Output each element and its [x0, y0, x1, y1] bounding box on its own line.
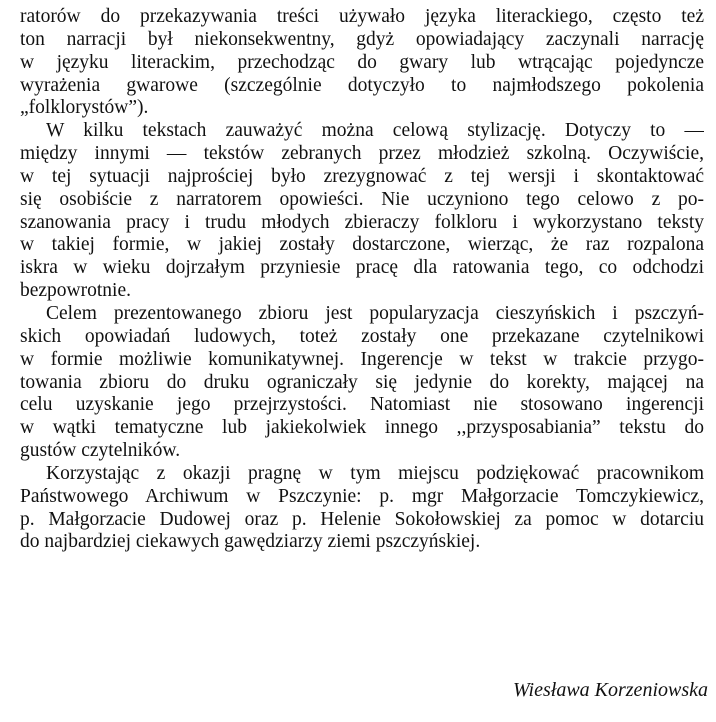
- text-line: ratorów do przekazywania treści używało języka literackiego, często też: [20, 6, 704, 27]
- text-line: „folklorystów”).: [20, 97, 149, 119]
- text-line: ton narracji był niekonsekwentny, gdyż opowiadający zaczynali narrację: [20, 28, 704, 50]
- text-line: w formie możliwie komunikatywnej. Ingerencje w tekst w trakcie przygo-: [20, 348, 704, 370]
- text-line: Celem prezentowanego zbioru jest popularyzacja cieszyńskich i pszczyń-: [46, 302, 704, 324]
- text-line: p. Małgorzacie Dudowej oraz p. Helenie Sokołowskiej za pomoc w dotarciu: [20, 508, 704, 530]
- text-line: wyrażenia gwarowe (szczególnie dotyczyło to najmłodszego pokolenia: [20, 74, 704, 96]
- paragraph-3: [20, 303, 704, 463]
- paragraph-4: [20, 463, 704, 554]
- text-line: Korzystając z okazji pragnę w tym miejscu podziękować pracownikom: [46, 462, 704, 484]
- paragraph-2: [20, 120, 704, 303]
- text-line: się osobiście z narratorem opowieści. Nie uczyniono tego celowo z po-: [20, 188, 704, 210]
- text-line: bezpowrotnie.: [20, 280, 132, 302]
- text-line: w tej sytuacji najprościej było zrezygnować z tej wersji i skontaktować: [20, 165, 704, 187]
- text-line: celu uzyskanie jego przejrzystości. Natomiast nie stosowano ingerencji: [20, 394, 704, 416]
- text-line: między innymi — tekstów zebranych przez młodzież szkolną. Oczywiście,: [20, 143, 704, 165]
- paragraph-1: [20, 6, 704, 120]
- text-line: W kilku tekstach zauważyć można celową stylizację. Dotyczy to —: [46, 120, 704, 142]
- author-signature: Wiesława Korzeniowska: [512, 679, 708, 701]
- text-line: Państwowego Archiwum w Pszczynie: p. mgr Małgorzacie Tomczykiewicz,: [20, 485, 704, 507]
- text-line: w wątki tematyczne lub jakiekolwiek innego ,,przysposabiania” tekstu do: [20, 417, 704, 439]
- text-line: iskra w wieku dojrzałym przyniesie pracę dla ratowania tego, co odchodzi: [20, 257, 704, 279]
- text-line: szanowania pracy i trudu młodych zbieraczy folkloru i wykorzystano teksty: [20, 211, 704, 233]
- text-line: gustów czytelników.: [20, 440, 181, 462]
- text-line: w takiej formie, w jakiej zostały dostarczone, wierząc, że raz rozpalona: [20, 234, 704, 256]
- text-line: w języku literackim, przechodząc do gwary lub wtrącając pojedyncze: [20, 51, 704, 73]
- document-page: [20, 6, 704, 554]
- text-line: towania zbioru do druku ograniczały się jedynie do korekty, mającej na: [20, 371, 704, 393]
- text-line: do najbardziej ciekawych gawędziarzy ziemi pszczyńskiej.: [20, 531, 481, 553]
- text-line: skich opowiadań ludowych, toteż zostały one przekazane czytelnikowi: [20, 325, 704, 347]
